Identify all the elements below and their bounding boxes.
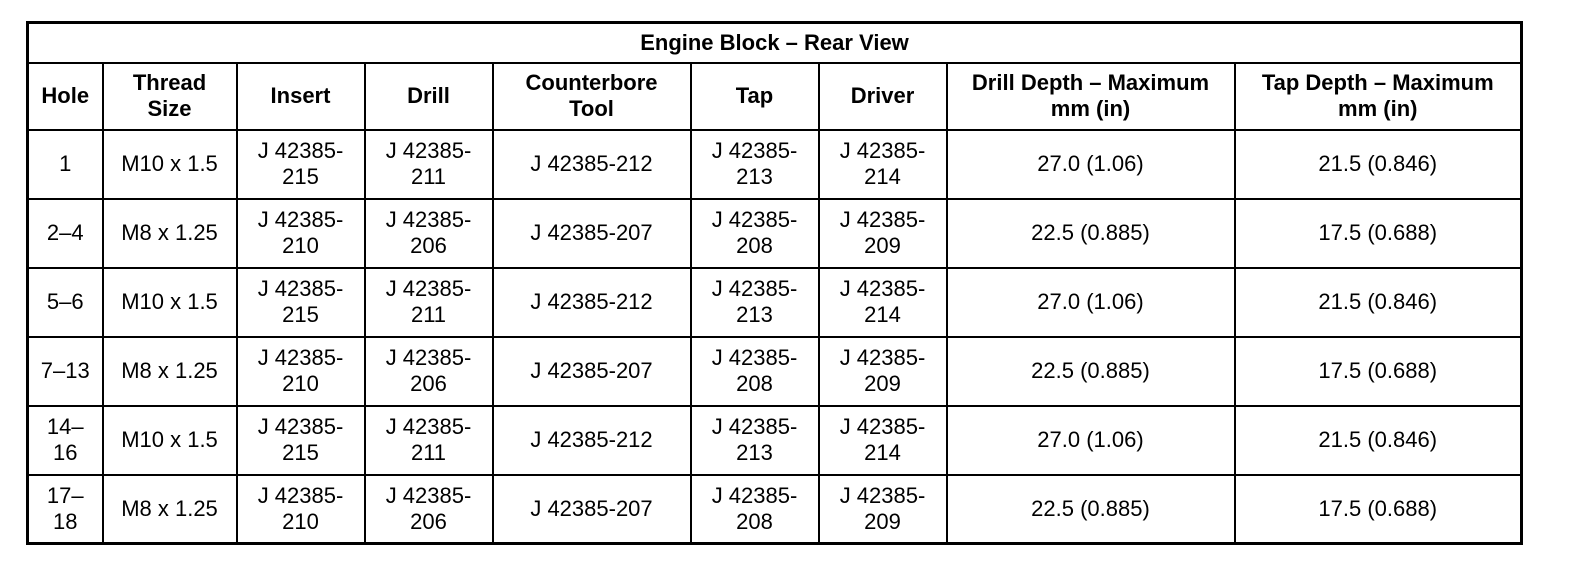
cell-thread-size: M10 x 1.5 xyxy=(103,406,237,475)
table-row xyxy=(28,475,1522,544)
cell-insert xyxy=(237,130,365,199)
cell-hole-line: 17– xyxy=(46,482,84,508)
cell-insert-line: J 42385- xyxy=(257,414,344,439)
cell-drill-depth: 22.5 (0.885) xyxy=(947,199,1235,268)
header-line: Thread xyxy=(132,70,207,95)
cell-drill-line: J 42385- xyxy=(385,414,472,439)
cell-hole-line: 16 xyxy=(53,440,78,465)
cell-counterbore-tool: J 42385-207 xyxy=(493,337,691,406)
cell-insert xyxy=(237,475,365,544)
cell-tap xyxy=(691,268,819,337)
cell-tap-depth: 21.5 (0.846) xyxy=(1235,268,1522,337)
table-row xyxy=(28,337,1522,406)
cell-hole-line: 18 xyxy=(53,508,78,534)
header-hole xyxy=(28,63,103,130)
cell-drill-line: 211 xyxy=(410,302,447,327)
cell-tap-line: 208 xyxy=(736,371,773,396)
table-title-row xyxy=(28,23,1522,63)
cell-tap-line: 213 xyxy=(736,440,773,465)
cell-driver-line: J 42385- xyxy=(839,345,926,370)
cell-hole xyxy=(28,406,103,475)
cell-drill xyxy=(365,130,493,199)
cell-tap-depth: 17.5 (0.688) xyxy=(1235,337,1522,406)
cell-drill xyxy=(365,337,493,406)
cell-insert xyxy=(237,199,365,268)
cell-hole-line: 1 xyxy=(59,151,72,176)
header-thread-size xyxy=(103,63,237,130)
engine-block-spec-table xyxy=(26,21,1523,545)
cell-thread-size: M8 x 1.25 xyxy=(103,337,237,406)
cell-hole xyxy=(28,337,103,406)
cell-tap-line: J 42385- xyxy=(711,482,798,508)
cell-hole xyxy=(28,475,103,544)
cell-tap-line: J 42385- xyxy=(711,138,798,163)
cell-insert-line: 215 xyxy=(282,164,319,189)
table-title: Engine Block – Rear View xyxy=(28,23,1522,63)
cell-drill-line: J 42385- xyxy=(385,276,472,301)
cell-drill-line: J 42385- xyxy=(385,138,472,163)
table-body xyxy=(28,130,1522,544)
cell-tap-line: 208 xyxy=(736,233,773,258)
cell-drill-line: J 42385- xyxy=(385,207,472,232)
cell-tap-depth: 21.5 (0.846) xyxy=(1235,406,1522,475)
cell-driver-line: J 42385- xyxy=(839,482,926,508)
cell-driver-line: 214 xyxy=(864,440,901,465)
cell-tap-line: 208 xyxy=(736,508,773,534)
cell-insert-line: J 42385- xyxy=(257,207,344,232)
cell-drill-line: 206 xyxy=(410,508,447,534)
cell-drill-line: 211 xyxy=(410,440,447,465)
cell-tap-depth: 17.5 (0.688) xyxy=(1235,475,1522,544)
cell-driver xyxy=(819,130,947,199)
cell-hole-line: 14– xyxy=(46,414,84,439)
table-row xyxy=(28,406,1522,475)
cell-driver-line: 214 xyxy=(864,302,901,327)
cell-hole-line: 2–4 xyxy=(46,220,84,245)
header-driver xyxy=(819,63,947,130)
cell-counterbore-tool: J 42385-212 xyxy=(493,406,691,475)
cell-counterbore-tool: J 42385-207 xyxy=(493,199,691,268)
cell-drill xyxy=(365,406,493,475)
cell-thread-size: M10 x 1.5 xyxy=(103,130,237,199)
cell-insert-line: 210 xyxy=(282,508,319,534)
header-line: Tool xyxy=(569,96,614,121)
cell-tap xyxy=(691,130,819,199)
cell-hole-line: 7–13 xyxy=(40,358,90,383)
cell-counterbore-tool: J 42385-212 xyxy=(493,130,691,199)
cell-insert xyxy=(237,406,365,475)
cell-driver xyxy=(819,475,947,544)
cell-hole xyxy=(28,199,103,268)
cell-hole-line: 5–6 xyxy=(46,289,84,314)
table-row xyxy=(28,199,1522,268)
cell-driver xyxy=(819,406,947,475)
cell-tap-line: J 42385- xyxy=(711,207,798,232)
header-line: Insert xyxy=(270,83,331,108)
cell-insert-line: J 42385- xyxy=(257,345,344,370)
cell-thread-size: M10 x 1.5 xyxy=(103,268,237,337)
cell-drill-depth: 27.0 (1.06) xyxy=(947,268,1235,337)
cell-insert-line: 210 xyxy=(282,233,319,258)
header-line: Drill Depth – Maximum xyxy=(971,70,1210,95)
cell-drill-line: 211 xyxy=(410,164,447,189)
cell-tap xyxy=(691,406,819,475)
cell-counterbore-tool: J 42385-207 xyxy=(493,475,691,544)
cell-tap xyxy=(691,199,819,268)
cell-tap-line: 213 xyxy=(736,164,773,189)
cell-driver-line: 214 xyxy=(864,164,901,189)
header-line: Hole xyxy=(41,83,90,108)
cell-drill-line: J 42385- xyxy=(385,345,472,370)
cell-driver-line: J 42385- xyxy=(839,276,926,301)
column-header-row xyxy=(28,63,1522,130)
cell-tap xyxy=(691,337,819,406)
cell-driver-line: J 42385- xyxy=(839,207,926,232)
cell-insert-line: 210 xyxy=(282,371,319,396)
cell-drill-line: 206 xyxy=(410,233,447,258)
cell-drill xyxy=(365,199,493,268)
cell-insert-line: 215 xyxy=(282,302,319,327)
cell-drill xyxy=(365,475,493,544)
table-row xyxy=(28,268,1522,337)
cell-tap-line: J 42385- xyxy=(711,414,798,439)
header-insert xyxy=(237,63,365,130)
header-line: Counterbore xyxy=(525,70,658,95)
cell-drill-depth: 22.5 (0.885) xyxy=(947,475,1235,544)
cell-driver-line: 209 xyxy=(864,371,901,396)
cell-driver-line: 209 xyxy=(864,233,901,258)
cell-driver xyxy=(819,199,947,268)
cell-drill-depth: 22.5 (0.885) xyxy=(947,337,1235,406)
cell-insert xyxy=(237,337,365,406)
header-line: Drill xyxy=(407,83,450,108)
header-line: Driver xyxy=(850,83,915,108)
cell-thread-size: M8 x 1.25 xyxy=(103,199,237,268)
cell-tap-depth: 21.5 (0.846) xyxy=(1235,130,1522,199)
cell-drill-depth: 27.0 (1.06) xyxy=(947,130,1235,199)
header-tap-depth xyxy=(1235,63,1522,130)
cell-tap xyxy=(691,475,819,544)
header-line: mm (in) xyxy=(1338,96,1418,121)
cell-insert-line: J 42385- xyxy=(257,482,344,508)
cell-counterbore-tool: J 42385-212 xyxy=(493,268,691,337)
cell-tap-line: J 42385- xyxy=(711,345,798,370)
cell-thread-size: M8 x 1.25 xyxy=(103,475,237,544)
cell-driver-line: J 42385- xyxy=(839,138,926,163)
cell-driver xyxy=(819,268,947,337)
cell-tap-depth: 17.5 (0.688) xyxy=(1235,199,1522,268)
cell-tap-line: 213 xyxy=(736,302,773,327)
cell-drill-depth: 27.0 (1.06) xyxy=(947,406,1235,475)
header-line: Tap Depth – Maximum xyxy=(1261,70,1494,95)
cell-hole xyxy=(28,130,103,199)
cell-insert-line: J 42385- xyxy=(257,138,344,163)
header-line: mm (in) xyxy=(1050,96,1131,121)
cell-insert-line: 215 xyxy=(282,440,319,465)
cell-drill-line: 206 xyxy=(410,371,447,396)
cell-insert-line: J 42385- xyxy=(257,276,344,301)
cell-tap-line: J 42385- xyxy=(711,276,798,301)
header-counterbore-tool xyxy=(493,63,691,130)
cell-drill-line: J 42385- xyxy=(385,482,472,508)
cell-drill xyxy=(365,268,493,337)
header-drill xyxy=(365,63,493,130)
cell-driver xyxy=(819,337,947,406)
table-row xyxy=(28,130,1522,199)
header-line: Tap xyxy=(735,83,774,108)
cell-hole xyxy=(28,268,103,337)
header-drill-depth xyxy=(947,63,1235,130)
header-line: Size xyxy=(147,96,192,121)
header-tap xyxy=(691,63,819,130)
cell-insert xyxy=(237,268,365,337)
cell-driver-line: 209 xyxy=(864,508,901,534)
cell-driver-line: J 42385- xyxy=(839,414,926,439)
